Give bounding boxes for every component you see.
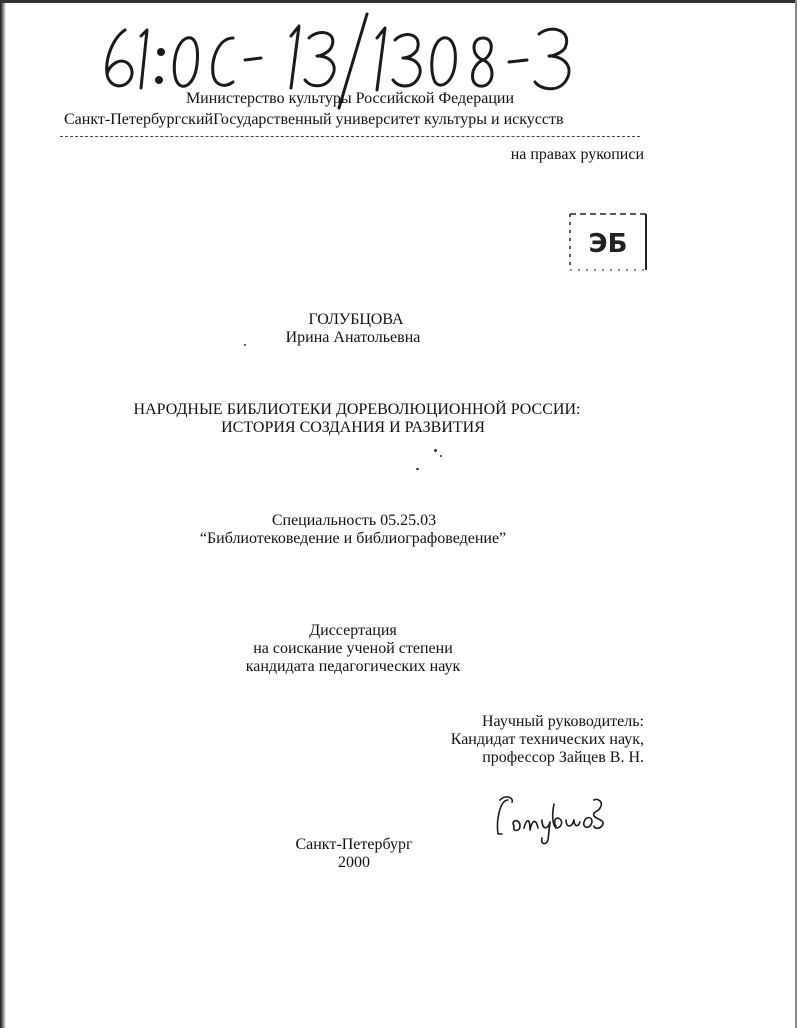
publication-city: Санкт-Петербург — [295, 836, 413, 853]
title-line-2: ИСТОРИЯ СОЗДАНИЯ И РАЗВИТИЯ — [221, 419, 485, 436]
library-stamp — [566, 210, 650, 274]
header-divider — [60, 136, 640, 137]
supervisor-label: Научный руководитель: — [481, 713, 644, 730]
author-surname: ГОЛУБЦОВА — [308, 311, 404, 328]
manuscript-note: на правах рукописи — [510, 146, 644, 163]
title-line-1: НАРОДНЫЕ БИБЛИОТЕКИ ДОРЕВОЛЮЦИОННОЙ РОССИИ: — [133, 401, 581, 418]
scan-edge-top — [0, 0, 797, 3]
degree-field: кандидата педагогических наук — [245, 658, 461, 675]
author-signature-text: Голубцова — [486, 790, 491, 791]
degree-type: Диссертация — [309, 622, 397, 639]
supervisor-name: профессор Зайцев В. Н. — [482, 749, 644, 766]
degree-purpose: на соискание ученой степени — [253, 640, 453, 657]
ministry-name: Министерство культуры Российской Федерации — [185, 90, 515, 107]
author-full-name: Ирина Анатольевна — [285, 329, 421, 346]
stamp-text: ЭБ — [588, 229, 628, 259]
specialty-code: Специальность 05.25.03 — [271, 512, 437, 529]
handwritten-archive-number-text: 61:00-13/1308-3 — [95, 8, 102, 9]
university-name: Санкт-ПетербургскийГосударственный университет культуры и искусств — [64, 111, 564, 128]
publication-year: 2000 — [338, 854, 370, 871]
specialty-name: “Библиотековедение и библиографоведение” — [199, 530, 507, 547]
supervisor-degree: Кандидат технических наук, — [450, 731, 644, 748]
